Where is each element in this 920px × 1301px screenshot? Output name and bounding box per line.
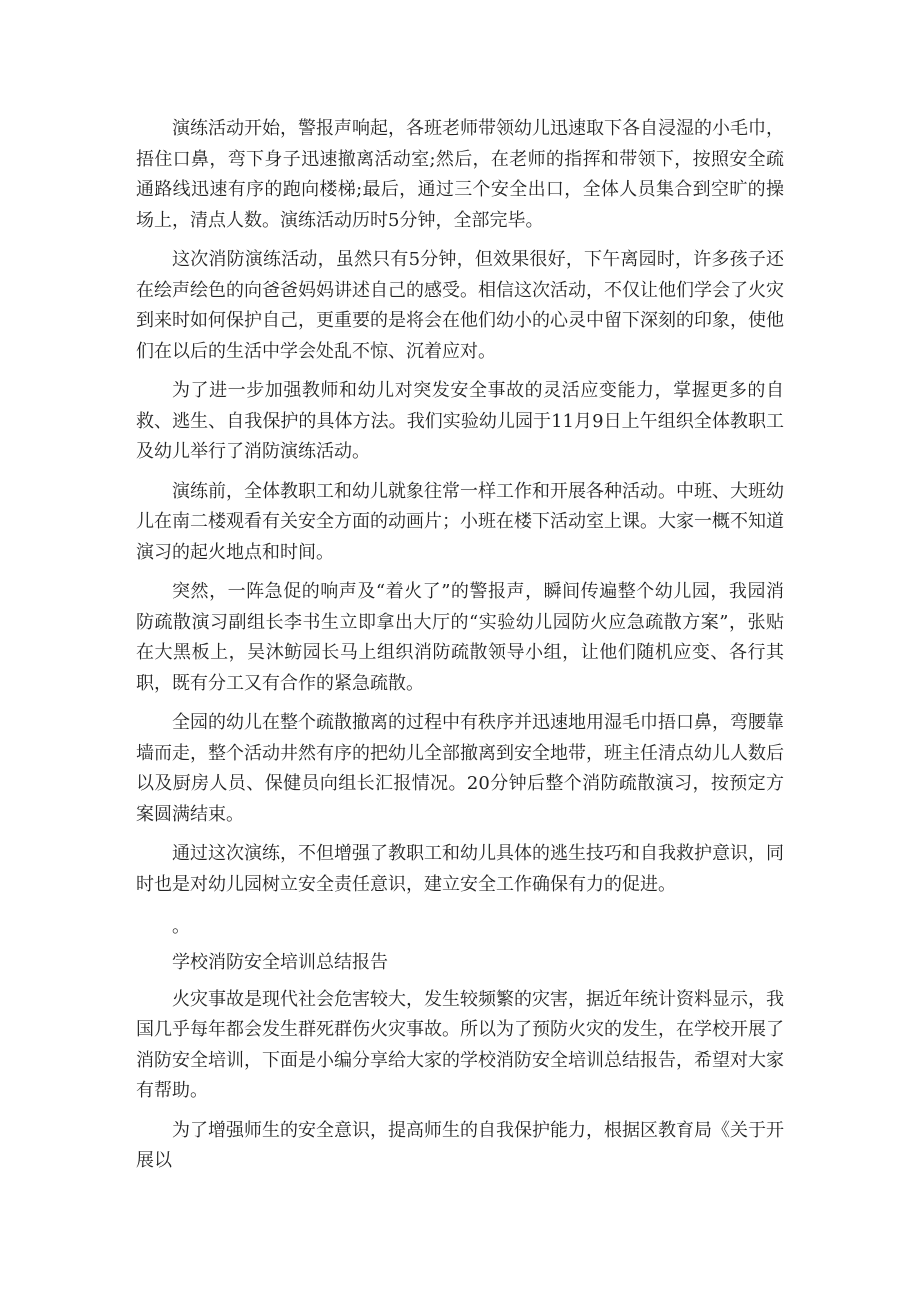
section-title: 学校消防安全培训总结报告 — [172, 952, 388, 973]
paragraph-conclusion: 通过这次演练，不但增强了教职工和幼儿具体的逃生技巧和自我救护意识，同时也是对幼儿园树立安全责任意识，建立安全工作确保有力的促进。 — [136, 843, 784, 895]
paragraph-evacuation: 全园的幼儿在整个疏散撤离的过程中有秩序并迅速地用湿毛巾捂口鼻，弯腰靠墙而走，整个活动井然有序的把幼儿全部撤离到安全地带，班主任清点幼儿人数后以及厨房人员、保健员向组长汇报情况。20分钟后整个消防疏散演习，按预定方案圆满结束。 — [136, 712, 784, 825]
paragraph-drill-process: 演练活动开始，警报声响起，各班老师带领幼儿迅速取下各自浸湿的小毛巾，捂住口鼻，弯下身子迅速撤离活动室;然后，在老师的指挥和带领下，按照安全疏通路线迅速有序的跑向楼梯;最后，通过三个安全出口，全体人员集合到空旷的操场上，清点人数。演练活动历时5分钟，全部完毕。 — [136, 118, 784, 231]
paragraph-before-drill: 演练前，全体教职工和幼儿就象往常一样工作和开展各种活动。中班、大班幼儿在南二楼观看有关安全方面的动画片；小班在楼下活动室上课。大家一概不知道演习的起火地点和时间。 — [136, 480, 784, 563]
paragraph-report-intro: 火灾事故是现代社会危害较大，发生较频繁的灾害，据近年统计资料显示，我国几乎每年都会发生群死群伤火灾事故。所以为了预防火灾的发生，在学校开展了消防安全培训，下面是小编分享给大家的学校消防安全培训总结报告，希望对大家有帮助。 — [136, 988, 784, 1101]
paragraph-report-start: 为了增强师生的安全意识，提高师生的自我保护能力，根据区教育局《关于开展以 — [136, 1119, 784, 1171]
paragraph-drill-purpose: 为了进一步加强教师和幼儿对突发安全事故的灵活应变能力，掌握更多的自救、逃生、自我保护的具体方法。我们实验幼儿园于11月9日上午组织全体教职工及幼儿举行了消防演练活动。 — [136, 380, 784, 462]
separator-mark: 。 — [172, 916, 190, 937]
document-body — [136, 114, 784, 1186]
paragraph-alarm: 突然，一阵急促的响声及“着火了”的警报声，瞬间传遍整个幼儿园，我园消防疏散演习副组长李书生立即拿出大厅的“实验幼儿园防火应急疏散方案”，张贴在大黑板上，吴沐鲂园长马上组织消防疏散领导小组，让他们随机应变、各行其职，既有分工又有合作的紧急疏散。 — [136, 581, 784, 694]
paragraph-drill-effect: 这次消防演练活动，虽然只有5分钟，但效果很好，下午离园时，许多孩子还在绘声绘色的向爸爸妈妈讲述自己的感受。相信这次活动，不仅让他们学会了火灾到来时如何保护自己，更重要的是将会在他们幼小的心灵中留下深刻的印象，使他们在以后的生活中学会处乱不惊、沉着应对。 — [136, 249, 784, 362]
